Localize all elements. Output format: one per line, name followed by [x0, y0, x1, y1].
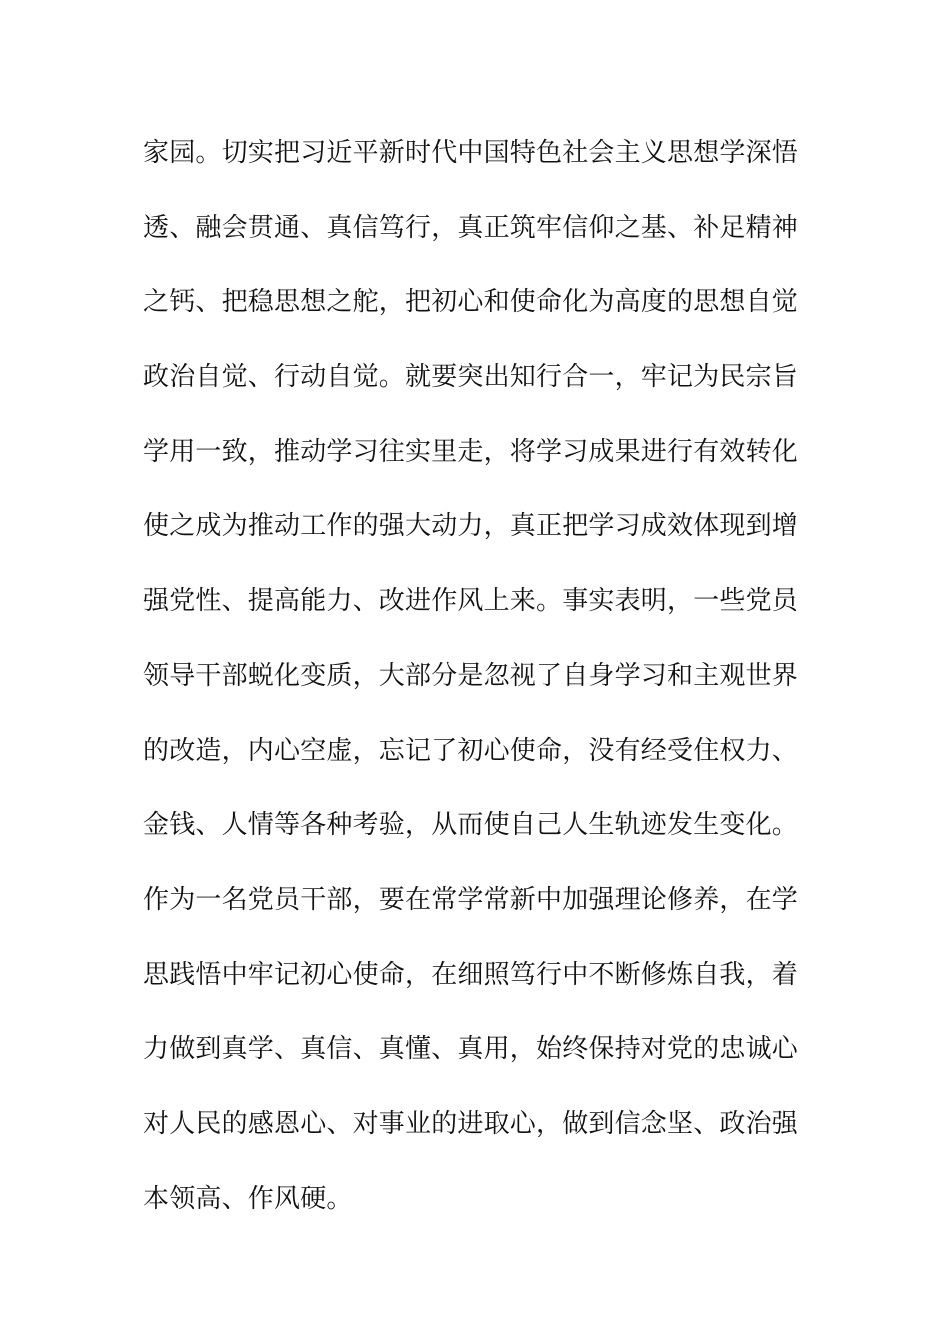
- text-line: 作为一名党员干部，要在常学常新中加强理论修养，在学: [143, 884, 799, 915]
- text-line: 学用一致，推动学习往实里走，将学习成果进行有效转化: [143, 436, 799, 467]
- text-line: 本领高、作风硬。: [143, 1183, 353, 1214]
- body-text: [143, 128, 823, 1248]
- text-line: 对人民的感恩心、对事业的进取心，做到信念坚、政治强: [143, 1108, 799, 1139]
- text-line: 使之成为推动工作的强大动力，真正把学习成效体现到增: [143, 511, 799, 542]
- text-line: 之钙、把稳思想之舵，把初心和使命化为高度的思想自觉: [143, 287, 799, 318]
- text-line: 金钱、人情等各种考验，从而使自己人生轨迹发生变化。: [143, 810, 799, 841]
- text-line: 领导干部蜕化变质，大部分是忽视了自身学习和主观世界: [143, 660, 799, 691]
- text-line: 透、融会贯通、真信笃行，真正筑牢信仰之基、补足精神: [143, 212, 799, 243]
- text-line: 的改造，内心空虚，忘记了初心使命，没有经受住权力、: [143, 735, 799, 766]
- text-line: 强党性、提高能力、改进作风上来。事实表明，一些党员: [143, 586, 799, 617]
- text-line: 政治自觉、行动自觉。就要突出知行合一，牢记为民宗旨: [143, 362, 799, 393]
- text-line: 力做到真学、真信、真懂、真用，始终保持对党的忠诚心: [143, 1034, 799, 1065]
- text-line: 思践悟中牢记初心使命，在细照笃行中不断修炼自我，着: [143, 959, 799, 990]
- text-line: 家园。切实把习近平新时代中国特色社会主义思想学深悟: [143, 138, 799, 168]
